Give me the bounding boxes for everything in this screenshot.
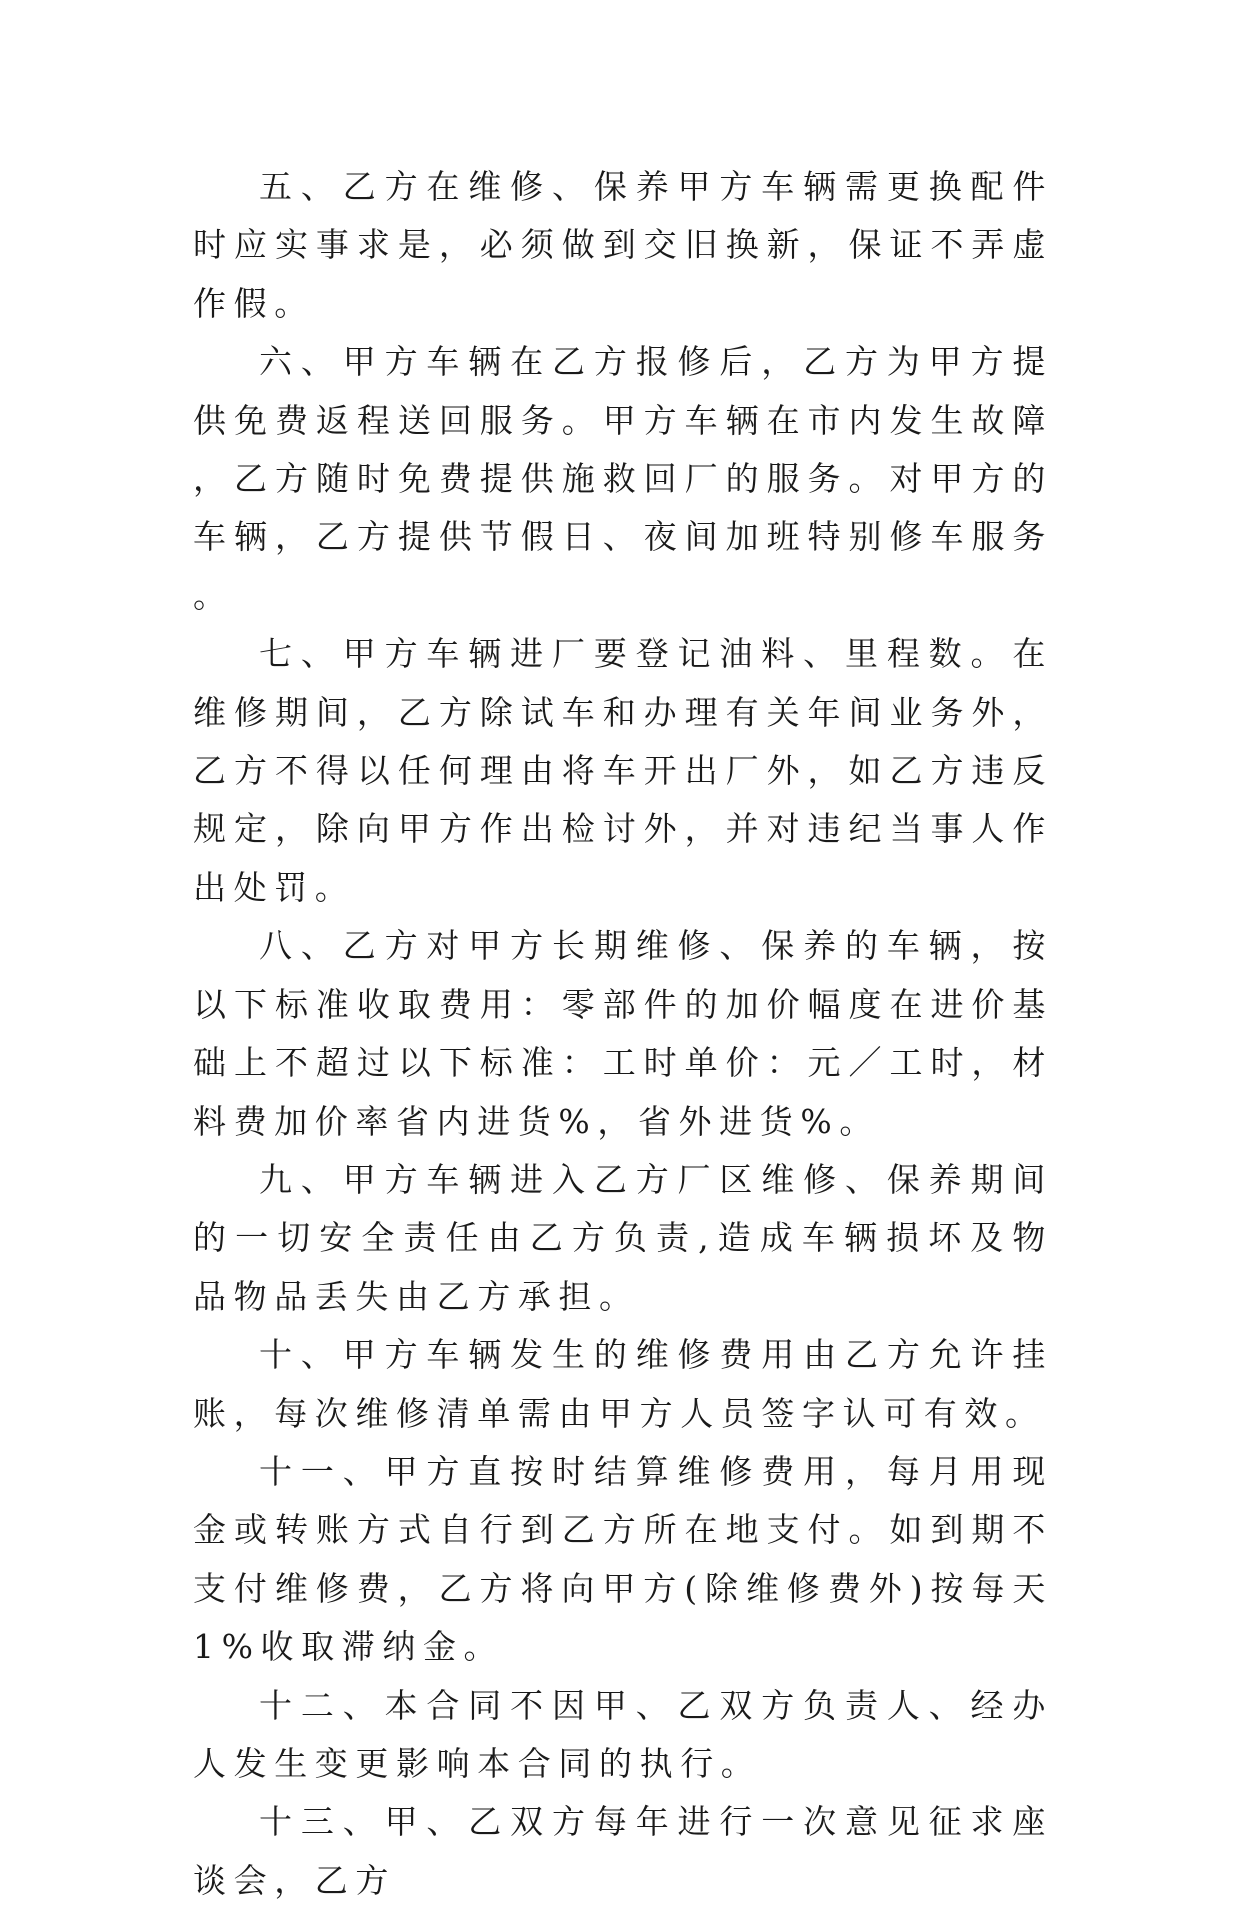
clause-7: 七、甲方车辆进厂要登记油料、里程数。在维修期间，乙方除试车和办理有关年间业务外，乙方不得以任何理由将车开出厂外，如乙方违反规定，除向甲方作出检讨外，并对违纪当事人作出处罚。 xyxy=(193,634,1053,907)
clause-8: 八、乙方对甲方长期维修、保养的车辆，按以下标准收取费用：零部件的加价幅度在进价基础上不超过以下标准：工时单价：元／工时，材料费加价率省内进货%，省外进货%。 xyxy=(193,926,1053,1141)
contract-body xyxy=(193,158,1053,1910)
clause-10: 十、甲方车辆发生的维修费用由乙方允许挂账，每次维修清单需由甲方人员签字认可有效。 xyxy=(193,1335,1053,1433)
clause-6: 六、甲方车辆在乙方报修后，乙方为甲方提供免费返程送回服务。甲方车辆在市内发生故障，乙方随时免费提供施救回厂的服务。对甲方的车辆，乙方提供节假日、夜间加班特别修车服务。 xyxy=(193,342,1053,615)
clause-12: 十二、本合同不因甲、乙双方负责人、经办人发生变更影响本合同的执行。 xyxy=(193,1685,1053,1783)
clause-13: 十三、甲、乙双方每年进行一次意见征求座谈会，乙方 xyxy=(193,1802,1053,1900)
clause-9: 九、甲方车辆进入乙方厂区维修、保养期间的一切安全责任由乙方负责,造成车辆损坏及物品物品丢失由乙方承担。 xyxy=(193,1159,1053,1316)
clause-5: 五、乙方在维修、保养甲方车辆需更换配件时应实事求是，必须做到交旧换新，保证不弄虚作假。 xyxy=(193,167,1053,323)
clause-11: 十一、甲方直按时结算维修费用，每月用现金或转账方式自行到乙方所在地支付。如到期不支付维修费，乙方将向甲方(除维修费外)按每天 1%收取滞纳金。 xyxy=(193,1451,1053,1667)
